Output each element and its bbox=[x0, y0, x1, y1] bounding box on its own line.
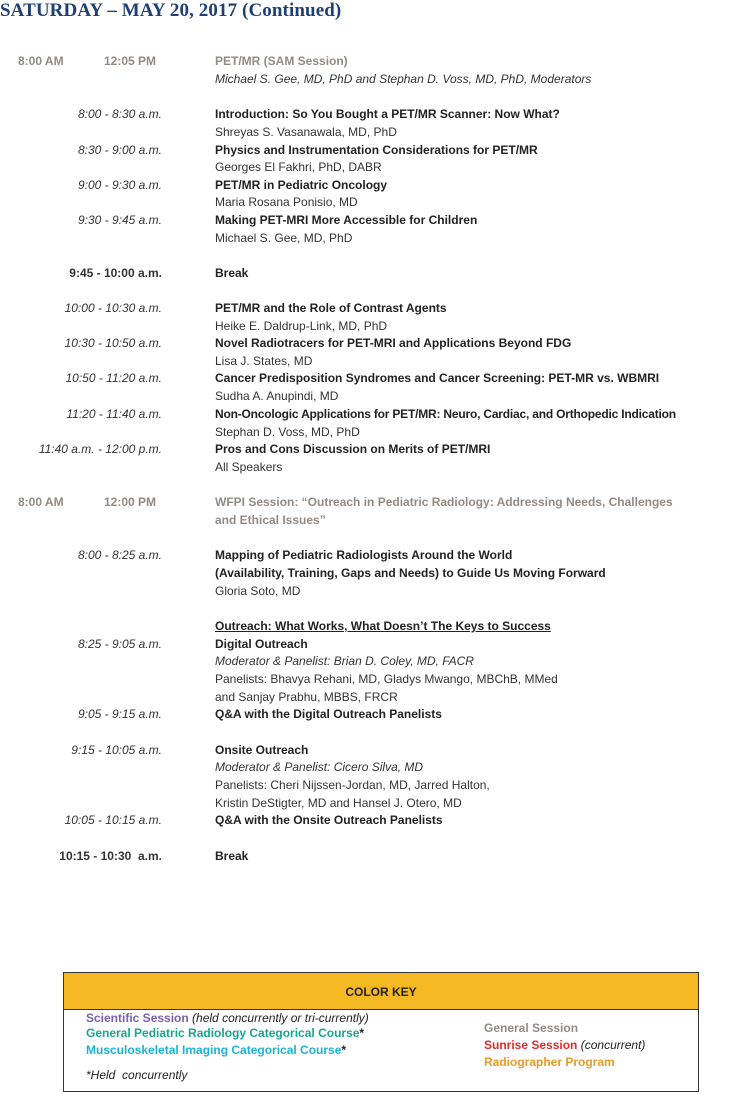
agenda-item bbox=[0, 141, 732, 159]
item-panelists: Panelists: Cheri Nijssen-Jordan, MD, Jarred Halton, bbox=[215, 778, 490, 792]
item-time: 11:20 - 11:40 a.m. bbox=[66, 407, 162, 421]
break-title: Break bbox=[215, 266, 249, 280]
item-time: 10:00 - 10:30 a.m. bbox=[64, 301, 162, 315]
key-general-peds-name: General Pediatric Radiology Categorical Course bbox=[86, 1026, 360, 1040]
break-time: 10:15 - 10:30 a.m. bbox=[59, 849, 162, 863]
agenda-speaker-row bbox=[0, 229, 732, 247]
item-time: 10:50 - 11:20 a.m. bbox=[65, 371, 162, 385]
session-title-row bbox=[0, 511, 732, 529]
item-time: 9:00 - 9:30 a.m. bbox=[77, 178, 162, 192]
key-radiographer bbox=[484, 1053, 615, 1071]
item-speaker: Stephan D. Voss, MD, PhD bbox=[215, 425, 360, 439]
item-speaker: Sudha A. Anupindi, MD bbox=[215, 389, 339, 403]
agenda-speaker-row bbox=[0, 458, 732, 476]
agenda-item bbox=[0, 405, 732, 423]
agenda-item bbox=[0, 705, 732, 723]
item-speaker: Lisa J. States, MD bbox=[215, 354, 313, 368]
key-scientific-note: (held concurrently or tri-currently) bbox=[192, 1011, 369, 1025]
agenda-title-row bbox=[0, 564, 732, 582]
agenda-speaker-row bbox=[0, 123, 732, 141]
agenda-item bbox=[0, 299, 732, 317]
agenda-item bbox=[0, 741, 732, 759]
key-footnote bbox=[86, 1066, 187, 1084]
agenda-moderator-row bbox=[0, 758, 732, 776]
item-speaker: All Speakers bbox=[215, 460, 283, 474]
item-time: 10:05 - 10:15 a.m. bbox=[64, 813, 162, 827]
item-time: 9:15 - 10:05 a.m. bbox=[71, 743, 162, 757]
item-title: PET/MR in Pediatric Oncology bbox=[215, 178, 388, 192]
session-moderators-row bbox=[0, 70, 732, 88]
item-moderator: Moderator & Panelist: Cicero Silva, MD bbox=[215, 760, 424, 774]
session-title-continued: and Ethical Issues” bbox=[215, 513, 326, 527]
key-general-peds bbox=[86, 1024, 364, 1042]
agenda-speaker-row bbox=[0, 158, 732, 176]
item-speaker: Shreyas S. Vasanawala, MD, PhD bbox=[215, 125, 397, 139]
item-speaker: Georges El Fakhri, PhD, DABR bbox=[215, 160, 382, 174]
break-time: 9:45 - 10:00 a.m. bbox=[69, 266, 162, 280]
key-general-peds-mark: * bbox=[359, 1026, 365, 1040]
item-time: 9:30 - 9:45 a.m. bbox=[77, 213, 162, 227]
key-sunrise-note: (concurrent) bbox=[580, 1038, 646, 1052]
item-title: Mapping of Pediatric Radiologists Around the World bbox=[215, 548, 513, 562]
key-general bbox=[484, 1019, 578, 1037]
item-moderator: Moderator & Panelist: Brian D. Coley, MD, FACR bbox=[215, 654, 474, 668]
item-panelists-continued: and Sanjay Prabhu, MBBS, FRCR bbox=[215, 690, 398, 704]
agenda-item bbox=[0, 334, 732, 352]
item-title: Novel Radiotracers for PET-MRI and Applications Beyond FDG bbox=[215, 336, 572, 350]
item-time: 8:00 - 8:30 a.m. bbox=[77, 107, 162, 121]
page-title: SATURDAY – MAY 20, 2017 (Continued) bbox=[0, 0, 342, 21]
subheading-row bbox=[0, 617, 732, 635]
agenda-item bbox=[0, 635, 732, 653]
item-speaker: Heike E. Daldrup-Link, MD, PhD bbox=[215, 319, 388, 333]
key-sunrise-name: Sunrise Session bbox=[484, 1038, 578, 1052]
agenda-item bbox=[0, 105, 732, 123]
session-end-time: 12:00 PM bbox=[104, 495, 157, 509]
item-title: Introduction: So You Bought a PET/MR Scanner: Now What? bbox=[215, 107, 560, 121]
session-title: WFPI Session: “Outreach in Pediatric Radiology: Addressing Needs, Challenges bbox=[215, 495, 673, 509]
agenda-item bbox=[0, 811, 732, 829]
outreach-heading: Outreach: What Works, What Doesn’t The Keys to Success bbox=[215, 619, 551, 633]
item-time: 8:30 - 9:00 a.m. bbox=[77, 143, 162, 157]
break-title: Break bbox=[215, 849, 249, 863]
agenda-speaker-row bbox=[0, 423, 732, 441]
key-footnote-text: *Held concurrently bbox=[86, 1068, 188, 1082]
agenda-speaker-row bbox=[0, 193, 732, 211]
item-time: 11:40 a.m. - 12:00 p.m. bbox=[38, 442, 162, 456]
agenda-item bbox=[0, 546, 732, 564]
session-header bbox=[0, 493, 732, 511]
session-moderators: Michael S. Gee, MD, PhD and Stephan D. Voss, MD, PhD, Moderators bbox=[215, 72, 592, 86]
item-time: 10:30 - 10:50 a.m. bbox=[64, 336, 162, 350]
break-row bbox=[0, 264, 732, 282]
agenda-item bbox=[0, 440, 732, 458]
session-header bbox=[0, 52, 732, 70]
item-title: Non-Oncologic Applications for PET/MR: Neuro, Cardiac, and Orthopedic Indication bbox=[215, 407, 676, 421]
session-start-time: 8:00 AM bbox=[18, 495, 64, 509]
item-title: Cancer Predisposition Syndromes and Cancer Screening: PET-MR vs. WBMRI bbox=[215, 371, 660, 385]
session-end-time: 12:05 PM bbox=[104, 54, 157, 68]
item-title: Physics and Instrumentation Considerations for PET/MR bbox=[215, 143, 538, 157]
agenda-panelists-row bbox=[0, 670, 732, 688]
item-time: 8:25 - 9:05 a.m. bbox=[77, 637, 162, 651]
agenda-speaker-row bbox=[0, 352, 732, 370]
agenda-moderator-row bbox=[0, 652, 732, 670]
key-general-name: General Session bbox=[484, 1021, 579, 1035]
item-title: Q&A with the Digital Outreach Panelists bbox=[215, 707, 442, 721]
agenda-speaker-row bbox=[0, 582, 732, 600]
item-panelists-continued: Kristin DeStigter, MD and Hansel J. Otero, MD bbox=[215, 796, 462, 810]
key-radiographer-name: Radiographer Program bbox=[484, 1055, 615, 1069]
agenda-item bbox=[0, 369, 732, 387]
key-msk-name: Musculoskeletal Imaging Categorical Course bbox=[86, 1043, 342, 1057]
agenda-panelists-row bbox=[0, 688, 732, 706]
item-time: 8:00 - 8:25 a.m. bbox=[77, 548, 162, 562]
color-key-heading: COLOR KEY bbox=[64, 973, 698, 1010]
agenda-speaker-row bbox=[0, 317, 732, 335]
item-time: 9:05 - 9:15 a.m. bbox=[77, 707, 162, 721]
agenda-item bbox=[0, 176, 732, 194]
item-speaker: Gloria Soto, MD bbox=[215, 584, 301, 598]
session-start-time: 8:00 AM bbox=[18, 54, 64, 68]
item-panelists: Panelists: Bhavya Rehani, MD, Gladys Mwango, MBChB, MMed bbox=[215, 672, 558, 686]
item-title: Q&A with the Onsite Outreach Panelists bbox=[215, 813, 443, 827]
item-title-continued: (Availability, Training, Gaps and Needs) to Guide Us Moving Forward bbox=[215, 566, 606, 580]
item-title: Making PET-MRI More Accessible for Children bbox=[215, 213, 478, 227]
key-msk bbox=[86, 1041, 346, 1059]
agenda-panelists-row bbox=[0, 776, 732, 794]
agenda-speaker-row bbox=[0, 387, 732, 405]
item-title: Pros and Cons Discussion on Merits of PET/MRI bbox=[215, 442, 491, 456]
item-title: PET/MR and the Role of Contrast Agents bbox=[215, 301, 447, 315]
agenda-item bbox=[0, 211, 732, 229]
break-row bbox=[0, 847, 732, 865]
item-title: Onsite Outreach bbox=[215, 743, 309, 757]
key-scientific-name: Scientific Session bbox=[86, 1011, 189, 1025]
item-speaker: Maria Rosana Ponisio, MD bbox=[215, 195, 358, 209]
session-title: PET/MR (SAM Session) bbox=[215, 54, 348, 68]
item-speaker: Michael S. Gee, MD, PhD bbox=[215, 231, 353, 245]
agenda-panelists-row bbox=[0, 794, 732, 812]
key-sunrise bbox=[484, 1036, 645, 1054]
item-title: Digital Outreach bbox=[215, 637, 308, 651]
color-key bbox=[63, 972, 699, 1092]
key-msk-mark: * bbox=[341, 1043, 347, 1057]
